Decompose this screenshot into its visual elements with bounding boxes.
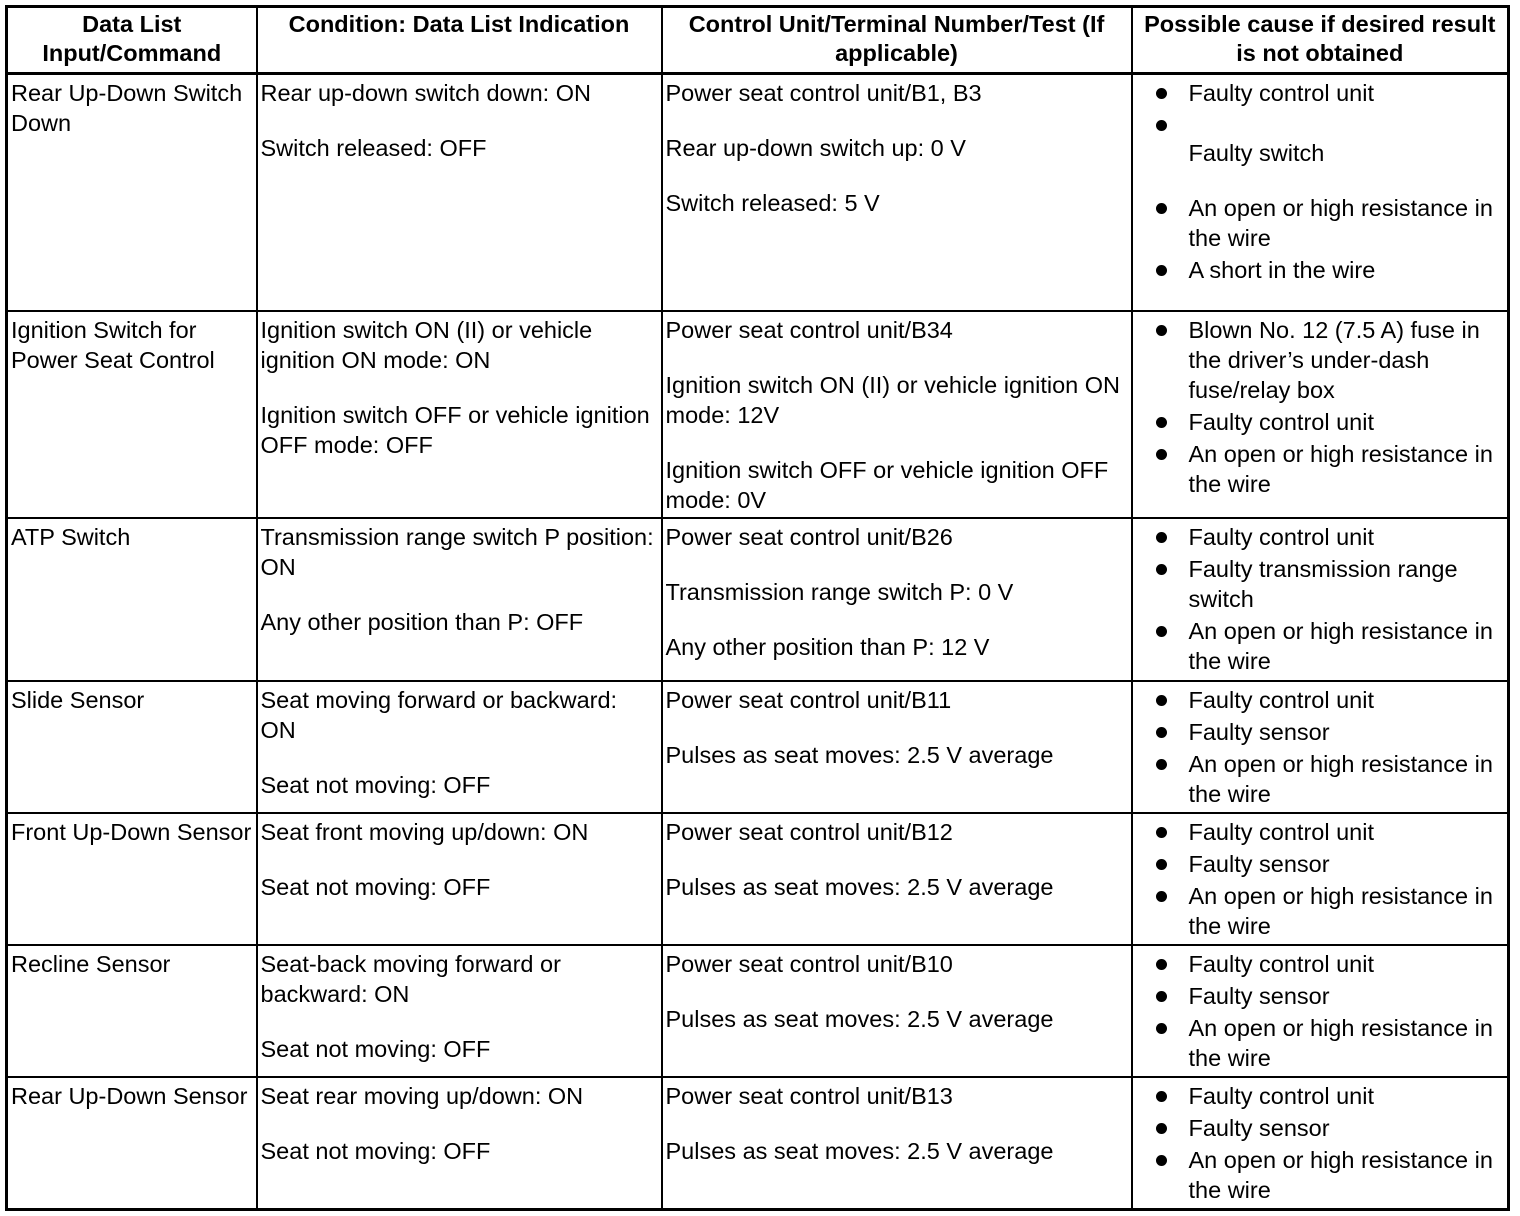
cause-item: [1156, 1081, 1505, 1111]
bullet-icon: [1156, 827, 1167, 838]
input-command-label: Rear Up-Down Switch Down: [11, 80, 243, 136]
input-command-cell: [7, 945, 257, 1077]
test-text: Ignition switch OFF or vehicle ignition OFF mode: 0V: [665, 456, 1109, 513]
test-text: Power seat control unit/B10: [665, 950, 953, 977]
cause-item: [1156, 439, 1505, 499]
bullet-icon: [1156, 1023, 1167, 1034]
test-text: Power seat control unit/B11: [665, 686, 952, 713]
input-command-cell: [7, 311, 257, 518]
condition-text: Ignition switch ON (II) or vehicle ignition ON mode: ON: [260, 316, 593, 373]
cause-item: [1156, 315, 1505, 405]
test-text: Pulses as seat moves: 2.5 V average: [665, 1137, 1054, 1164]
cause-list: [1136, 1081, 1505, 1205]
cause-item: [1156, 78, 1505, 108]
cause-list: [1136, 685, 1505, 809]
control-unit-test-cell: [662, 945, 1132, 1077]
data-list-table: [5, 5, 1510, 1211]
table-row: [7, 681, 1509, 813]
test-text: Power seat control unit/B1, B3: [665, 80, 982, 106]
cause-item: [1156, 407, 1505, 437]
cause-item: [1156, 717, 1505, 747]
cause-text: Faulty sensor: [1188, 982, 1330, 1009]
input-command-cell: [7, 1077, 257, 1210]
condition-text: Ignition switch OFF or vehicle ignition OFF mode: OFF: [260, 401, 650, 458]
bullet-icon: [1156, 532, 1167, 543]
input-command-cell: [7, 813, 257, 945]
bullet-icon: [1156, 695, 1167, 706]
table-row: [7, 1077, 1509, 1210]
possible-cause-cell: [1132, 945, 1509, 1077]
test-text: Rear up-down switch up: 0 V: [665, 135, 966, 161]
header-control-unit-test: Control Unit/Terminal Number/Test (If applicable): [662, 7, 1132, 74]
test-text: Any other position than P: 12 V: [665, 633, 990, 660]
bullet-icon: [1156, 1155, 1167, 1166]
bullet-icon: [1156, 959, 1167, 970]
cause-text: An open or high resistance in the wire: [1188, 750, 1493, 807]
control-unit-test-cell: [662, 518, 1132, 681]
bullet-icon: [1156, 991, 1167, 1002]
possible-cause-cell: [1132, 813, 1509, 945]
condition-text: Seat rear moving up/down: ON: [260, 1082, 584, 1109]
cause-text: Faulty control unit: [1188, 950, 1374, 977]
possible-cause-cell: [1132, 74, 1509, 311]
condition-text: Transmission range switch P position: ON: [260, 523, 654, 580]
cause-text: Faulty control unit: [1188, 1082, 1374, 1109]
cause-text: A short in the wire: [1188, 257, 1376, 283]
test-text: Pulses as seat moves: 2.5 V average: [665, 1005, 1054, 1032]
control-unit-test-cell: [662, 813, 1132, 945]
cause-item: [1156, 616, 1505, 676]
condition-cell: [257, 74, 662, 311]
condition-text: Rear up-down switch down: ON: [260, 80, 591, 106]
cause-item: [1156, 1113, 1505, 1143]
input-command-label: Rear Up-Down Sensor: [11, 1082, 248, 1109]
possible-cause-cell: [1132, 1077, 1509, 1210]
cause-text: Faulty control unit: [1188, 523, 1374, 550]
condition-cell: [257, 518, 662, 681]
cause-text: Faulty switch: [1188, 140, 1325, 166]
bullet-icon: [1156, 859, 1167, 870]
input-command-cell: [7, 518, 257, 681]
bullet-icon: [1156, 759, 1167, 770]
cause-text: Blown No. 12 (7.5 A) fuse in the driver’s under-dash fuse/relay box: [1188, 316, 1480, 403]
bullet-icon: [1156, 727, 1167, 738]
table-row: [7, 813, 1509, 945]
bullet-icon: [1156, 265, 1167, 276]
possible-cause-cell: [1132, 311, 1509, 518]
test-text: Power seat control unit/B34: [665, 316, 953, 343]
condition-text: Seat moving forward or backward: ON: [260, 686, 618, 743]
control-unit-test-cell: [662, 1077, 1132, 1210]
table-row: [7, 74, 1509, 311]
input-command-label: Front Up-Down Sensor: [11, 818, 252, 845]
cause-text: Faulty sensor: [1188, 718, 1330, 745]
condition-cell: [257, 813, 662, 945]
input-command-cell: [7, 74, 257, 311]
cause-item: [1156, 817, 1505, 847]
bullet-icon: [1156, 417, 1167, 428]
header-input-command: Data List Input/Command: [7, 7, 257, 74]
cause-text: Faulty control unit: [1188, 80, 1374, 106]
cause-item: [1156, 849, 1505, 879]
cause-item: [1156, 255, 1505, 285]
cause-item: [1156, 138, 1505, 168]
cause-item: [1156, 749, 1505, 809]
cause-item: [1156, 881, 1505, 941]
bullet-icon: [1156, 88, 1167, 99]
condition-text: Any other position than P: OFF: [260, 608, 584, 635]
cause-list: [1136, 949, 1505, 1073]
test-text: Ignition switch ON (II) or vehicle ignition ON mode: 12V: [665, 371, 1120, 428]
input-command-label: Ignition Switch for Power Seat Control: [11, 316, 215, 373]
cause-item: [1156, 981, 1505, 1011]
cause-item: [1156, 1145, 1505, 1205]
input-command-label: Slide Sensor: [11, 686, 145, 713]
test-text: Power seat control unit/B26: [665, 523, 953, 550]
bullet-icon: [1156, 891, 1167, 902]
bullet-icon: [1156, 449, 1167, 460]
input-command-cell: [7, 681, 257, 813]
condition-cell: [257, 311, 662, 518]
test-text: Switch released: 5 V: [665, 190, 880, 216]
cause-list: [1136, 78, 1505, 285]
cause-list: [1136, 315, 1505, 499]
condition-text: Seat not moving: OFF: [260, 1137, 491, 1164]
test-text: Power seat control unit/B13: [665, 1082, 953, 1109]
control-unit-test-cell: [662, 74, 1132, 311]
bullet-icon: [1156, 1091, 1167, 1102]
condition-cell: [257, 945, 662, 1077]
cause-text: An open or high resistance in the wire: [1188, 617, 1493, 674]
table-row: [7, 311, 1509, 518]
cause-list: [1136, 522, 1505, 676]
cause-item: [1156, 193, 1505, 253]
cause-item: [1156, 1013, 1505, 1073]
cause-item: [1156, 110, 1505, 140]
cause-text: Faulty transmission range switch: [1188, 555, 1458, 612]
test-text: Pulses as seat moves: 2.5 V average: [665, 741, 1054, 768]
test-text: Pulses as seat moves: 2.5 V average: [665, 873, 1054, 900]
bullet-icon: [1156, 203, 1167, 214]
control-unit-test-cell: [662, 311, 1132, 518]
cause-text: An open or high resistance in the wire: [1188, 440, 1493, 497]
input-command-label: ATP Switch: [11, 523, 131, 550]
test-text: Transmission range switch P: 0 V: [665, 578, 1014, 605]
condition-cell: [257, 681, 662, 813]
condition-text: Seat not moving: OFF: [260, 873, 491, 900]
header-possible-cause: Possible cause if desired result is not obtained: [1132, 7, 1509, 74]
bullet-icon: [1156, 564, 1167, 575]
cause-text: Faulty control unit: [1188, 818, 1374, 845]
control-unit-test-cell: [662, 681, 1132, 813]
cause-item: [1156, 554, 1505, 614]
bullet-icon: [1156, 1123, 1167, 1134]
condition-cell: [257, 1077, 662, 1210]
input-command-label: Recline Sensor: [11, 950, 171, 977]
cause-text: An open or high resistance in the wire: [1188, 882, 1493, 939]
condition-text: Switch released: OFF: [260, 135, 487, 161]
table-row: [7, 945, 1509, 1077]
condition-text: Seat not moving: OFF: [260, 771, 491, 798]
cause-text: Faulty sensor: [1188, 1114, 1330, 1141]
cause-text: Faulty control unit: [1188, 408, 1374, 435]
header-row: [7, 7, 1509, 74]
condition-text: Seat front moving up/down: ON: [260, 818, 589, 845]
cause-item: [1156, 685, 1505, 715]
cause-text: An open or high resistance in the wire: [1188, 195, 1493, 251]
cause-item: [1156, 949, 1505, 979]
test-text: Power seat control unit/B12: [665, 818, 953, 845]
cause-text: An open or high resistance in the wire: [1188, 1146, 1493, 1203]
bullet-icon: [1156, 120, 1167, 131]
condition-text: Seat-back moving forward or backward: ON: [260, 950, 561, 1007]
bullet-icon: [1156, 626, 1167, 637]
cause-text: Faulty control unit: [1188, 686, 1374, 713]
cause-text: An open or high resistance in the wire: [1188, 1014, 1493, 1071]
table-row: [7, 518, 1509, 681]
bullet-icon: [1156, 325, 1167, 336]
header-condition: Condition: Data List Indication: [257, 7, 662, 74]
cause-list: [1136, 817, 1505, 941]
condition-text: Seat not moving: OFF: [260, 1035, 491, 1062]
possible-cause-cell: [1132, 681, 1509, 813]
cause-item: [1156, 522, 1505, 552]
cause-text: Faulty sensor: [1188, 850, 1330, 877]
possible-cause-cell: [1132, 518, 1509, 681]
